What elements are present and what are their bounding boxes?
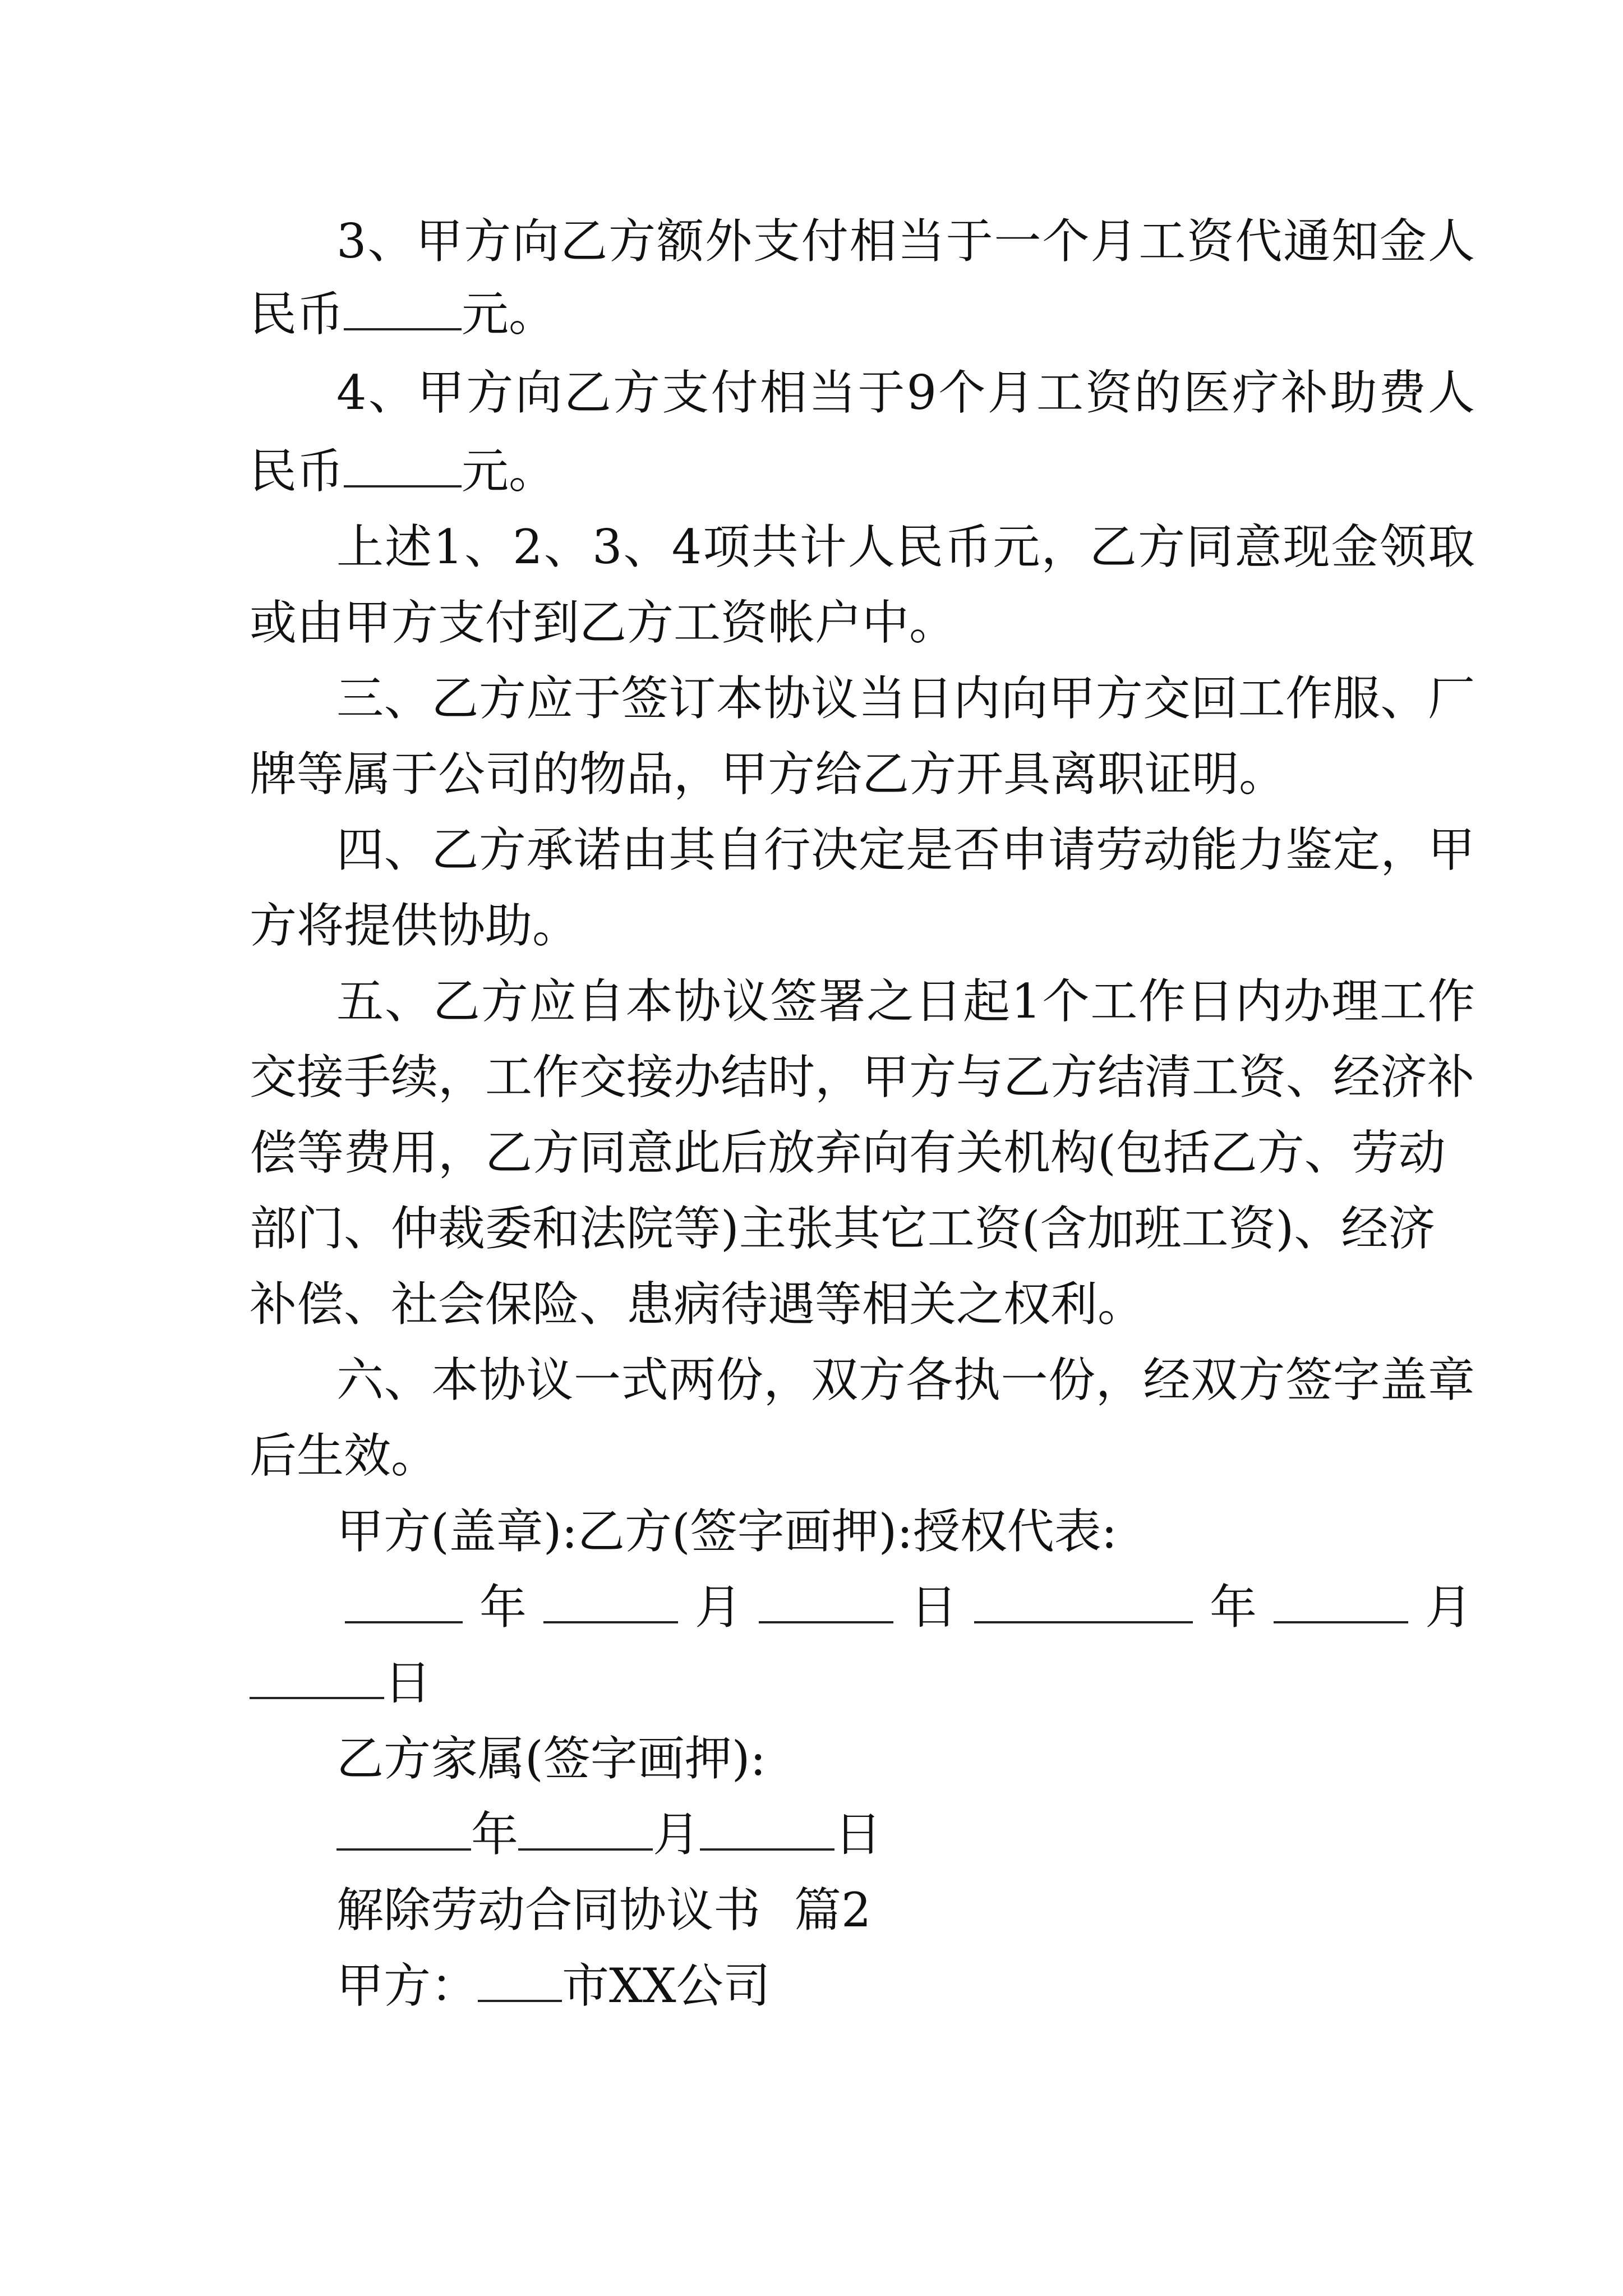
fill-in-blank [344, 446, 462, 487]
fill-in-blank [974, 1582, 1193, 1623]
paragraph-line: 牌等属于公司的物品，甲方给乙方开具离职证明。 [250, 747, 1287, 802]
paragraph-line: 六、本协议一式两份，双方各执一份，经双方签字盖章 [336, 1352, 1475, 1407]
paragraph-line: 4、甲方向乙方支付相当于9个月工资的医疗补助费人 [336, 365, 1475, 420]
fill-in-blank [1274, 1582, 1408, 1623]
year-label: 年 [479, 1580, 527, 1635]
fill-in-blank [344, 289, 462, 330]
fill-in-blank [478, 1961, 562, 2002]
section-heading [336, 1882, 1475, 1938]
date-line [345, 1579, 1483, 1635]
day-label: 日 [834, 1807, 882, 1862]
paragraph-line: 方将提供协助。 [250, 898, 580, 953]
paragraph-line: 3、甲方向乙方额外支付相当于一个月工资代通知金人 [336, 214, 1475, 269]
month-label: 月 [653, 1807, 700, 1862]
fill-in-blank [345, 1582, 463, 1623]
month-label: 月 [695, 1580, 743, 1635]
heading-title: 解除劳动合同协议书 [336, 1883, 761, 1938]
text-fragment: 元。 [462, 287, 556, 342]
paragraph-line [250, 443, 1388, 499]
paragraph-line: 三、乙方应于签订本协议当日内向甲方交回工作服、厂 [336, 671, 1475, 726]
fill-in-blank [336, 1809, 471, 1851]
paragraph-line: 五、乙方应自本协议签署之日起1个工作日内办理工作 [336, 974, 1475, 1029]
day-label: 日 [910, 1580, 958, 1635]
paragraph-line [250, 286, 1388, 342]
paragraph-line: 四、乙方承诺由其自行决定是否申请劳动能力鉴定，甲 [336, 822, 1475, 877]
date-line [250, 1655, 1388, 1711]
fill-in-blank [250, 1658, 384, 1699]
fill-in-blank [518, 1809, 653, 1851]
heading-part: 篇2 [794, 1883, 872, 1938]
company-name: 市XX公司 [562, 1958, 771, 2013]
paragraph-line: 交接手续，工作交接办结时，甲方与乙方结清工资、经济补 [250, 1050, 1475, 1105]
year-label: 年 [1210, 1580, 1257, 1635]
month-label: 月 [1425, 1580, 1473, 1635]
day-label: 日 [384, 1655, 432, 1710]
party-label: 甲方： [336, 1958, 478, 2013]
fill-in-blank [700, 1809, 834, 1851]
text-fragment: 民币 [250, 287, 344, 342]
date-line [336, 1806, 1475, 1862]
text-fragment: 元。 [462, 444, 556, 499]
year-label: 年 [471, 1807, 519, 1862]
paragraph-line: 上述1、2、3、4项共计人民币元，乙方同意现金领取 [336, 519, 1475, 574]
paragraph-line: 部门、仲裁委和法院等)主张其它工资(含加班工资)、经济 [250, 1201, 1436, 1256]
fill-in-blank [543, 1582, 678, 1623]
paragraph-line: 偿等费用，乙方同意此后放弃向有关机构(包括乙方、劳动 [250, 1125, 1446, 1180]
signature-line: 甲方(盖章):乙方(签字画押):授权代表: [336, 1504, 1117, 1559]
text-fragment: 民币 [250, 444, 344, 499]
signature-line: 乙方家属(签字画押): [336, 1731, 766, 1786]
paragraph-line: 后生效。 [250, 1428, 439, 1483]
party-line [336, 1958, 1475, 2014]
paragraph-line: 或由甲方支付到乙方工资帐户中。 [250, 595, 957, 650]
fill-in-blank [759, 1582, 893, 1623]
paragraph-line: 补偿、社会保险、患病待遇等相关之权利。 [250, 1277, 1145, 1332]
